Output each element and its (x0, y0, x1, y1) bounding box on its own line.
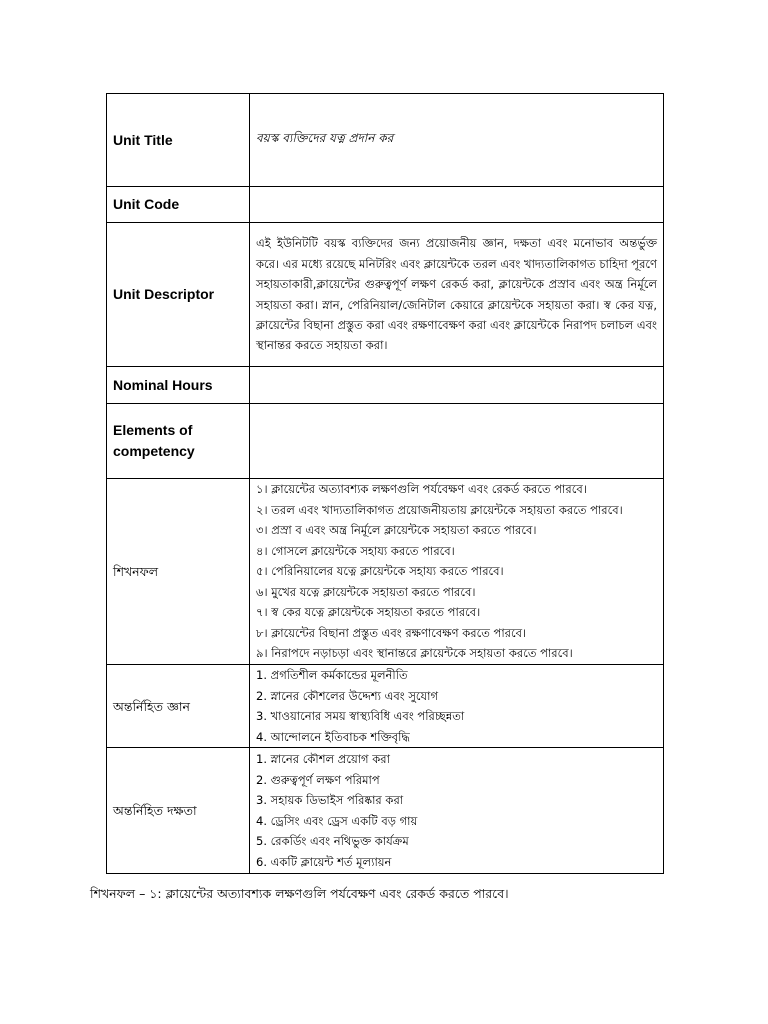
unit-title-value: বয়স্ক ব্যক্তিদের যত্ন প্রদান কর (250, 94, 664, 187)
learning-outcomes-cell (250, 479, 664, 665)
list-item: ৩। প্রস্রা ব এবং অন্ত্র নির্মূলে ক্লায়েন্টকে সহায়তা করতে পারবে। (256, 523, 537, 538)
elements-label: Elements of competency (107, 404, 250, 479)
elements-value (250, 404, 664, 479)
list-item: 3. সহায়ক ডিভাইস পরিষ্কার করা (256, 793, 404, 807)
list-item: ৫। পেরিনিয়ালের যত্নে ক্লায়েন্টকে সহায্য করতে পারবে। (256, 564, 504, 579)
row-unit-code (107, 187, 664, 223)
underpinning-skills-cell (250, 748, 664, 874)
unit-title-label: Unit Title (107, 94, 250, 187)
list-item: 2. গুরুত্বপূর্ণ লক্ষণ পরিমাপ (256, 772, 380, 787)
list-item: 6. একটি ক্লায়েন্ট শর্ত মূল্যায়ন (256, 854, 392, 869)
list-item: 2. স্নানের কৌশলের উদ্দেশ্য এবং সুযোগ (256, 688, 439, 703)
unit-descriptor-text: এই ইউনিটটি বয়স্ক ব্যক্তিদের জন্য প্রয়োজনীয় জ্ঞান, দক্ষতা এবং মনোভাব অন্তর্ভুক্ত করে। এর মধ্যে রয়েছে মনিটরিং এবং ক্লায়েন্টকে তরল এবং খাদ্যতালিকাগত চাহিদা পূরণে সহায়তাকারী,ক্লায়েন্টের গুরুত্বপূর্ণ লক্ষণ রেকর্ড করা, ক্লায়েন্টকে প্রস্রাব এবং অন্ত্র নির্মূলে সহায়তা করা। স্নান, পেরিনিয়াল/জেনিটাল কেয়ারে ক্লায়েন্টকে সহায়তা করা। স্ব কের যত্ন, ক্লায়েন্টের বিছানা প্রস্তুত করা এবং রক্ষণাবেক্ষণ করা এবং ক্লায়েন্টকে নিরাপদ চলাচল এবং স্থানান্তর করতে সহায়তা করা। (256, 236, 657, 353)
list-item: ৭। স্ব কের যত্নে ক্লায়েন্টকে সহায়তা করতে পারবে। (256, 605, 481, 620)
list-item: 4. ড্রেসিং এবং ড্রেস একটি বড় গায় (256, 813, 418, 828)
list-item: 3. খাওয়ানোর সময় স্বাস্থ্যবিধি এবং পরিচ্ছন্নতা (256, 709, 465, 723)
unit-descriptor-label: Unit Descriptor (107, 223, 250, 367)
list-item: ৪। গোসলে ক্লায়েন্টকে সহায্য করতে পারবে। (256, 543, 455, 558)
unit-table (106, 93, 664, 874)
underpinning-skills-label: অন্তর্নিহিত দক্ষতা (107, 748, 250, 874)
unit-code-value (250, 187, 664, 223)
row-unit-title (107, 94, 664, 187)
learning-outcomes-list (256, 479, 657, 664)
learning-outcome-heading: শিখনফল – ১: ক্লায়েন্টের অত্যাবশ্যক লক্ষণগুলি পর্যবেক্ষণ এবং রেকর্ড করতে পারবে। (90, 886, 509, 901)
row-nominal-hours (107, 367, 664, 404)
list-item: ৯। নিরাপদে নড়াচড়া এবং স্থানান্তরে ক্লায়েন্টকে সহায়তা করতে পারবে। (256, 646, 573, 661)
underpinning-knowledge-cell (250, 665, 664, 748)
row-unit-descriptor (107, 223, 664, 367)
unit-descriptor-cell (250, 223, 664, 367)
learning-outcomes-label: শিখনফল (107, 479, 250, 665)
list-item: ২। তরল এবং খাদ্যতালিকাগত প্রয়োজনীয়তায় ক্লায়েন্টকে সহায়তা করতে পারবে। (256, 502, 623, 517)
list-item: ৮। ক্লায়েন্টের বিছানা প্রস্তুত এবং রক্ষণাবেক্ষণ করতে পারবে। (256, 625, 527, 640)
row-underpinning-knowledge (107, 665, 664, 748)
row-elements (107, 404, 664, 479)
row-learning-outcomes (107, 479, 664, 665)
unit-code-label: Unit Code (107, 187, 250, 223)
nominal-hours-label: Nominal Hours (107, 367, 250, 404)
list-item: ৬। মুখের যত্নে ক্লায়েন্টকে সহায়তা করতে পারবে। (256, 584, 476, 599)
list-item: 1. প্রগতিশীল কর্মকান্ডের মূলনীতি (256, 668, 408, 682)
list-item: 4. আন্দোলনে ইতিবাচক শক্তিবৃদ্ধি (256, 729, 410, 744)
underpinning-knowledge-label: অন্তর্নিহিত জ্ঞান (107, 665, 250, 748)
row-underpinning-skills (107, 748, 664, 874)
underpinning-skills-list (256, 749, 657, 872)
list-item: ১। ক্লায়েন্টের অত্যাবশ্যক লক্ষণগুলি পর্যবেক্ষণ এবং রেকর্ড করতে পারবে। (256, 482, 587, 497)
nominal-hours-value (250, 367, 664, 404)
list-item: 1. স্নানের কৌশল প্রয়োগ করা (256, 752, 390, 766)
underpinning-knowledge-list (256, 665, 657, 747)
list-item: 5. রেকর্ডিং এবং নথিভুক্ত কার্যক্রম (256, 834, 409, 848)
